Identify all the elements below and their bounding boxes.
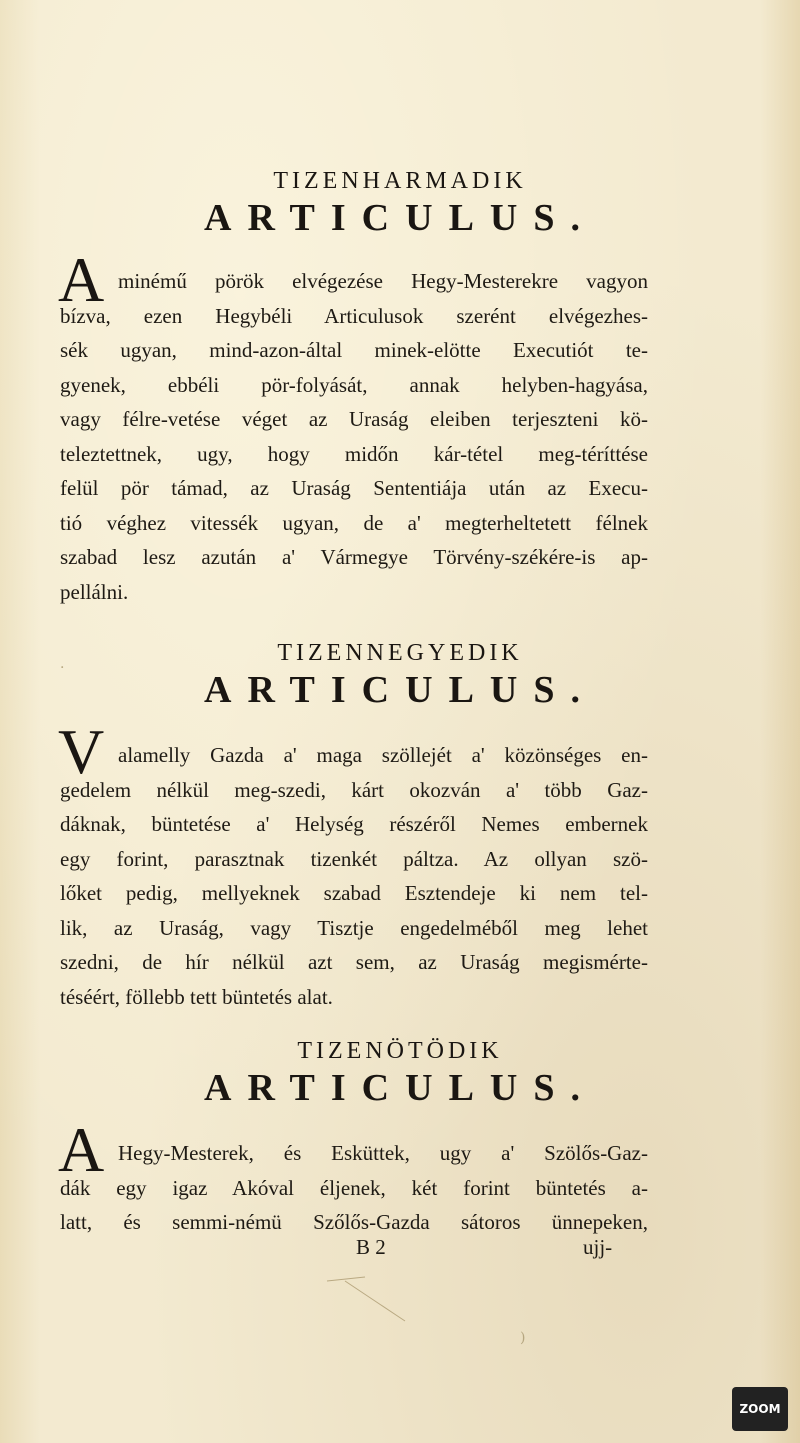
text-line: gedelem nélkül meg-szedi, kárt okozván a' több Gaz- [60,777,648,802]
paper-speck: · [60,660,65,676]
text-line: dáknak, büntetése a' Helység részéről Nemes embernek [60,812,648,836]
paper-crease-mark [325,1275,415,1325]
text-line: egy forint, parasztnak tizenkét páltza. Az ollyan szö- [60,846,648,871]
article-13-heading-large: ARTICULUS. [204,197,596,239]
article-14-heading-small: TIZENNEGYEDIK [277,640,523,666]
article-15-heading-large: ARTICULUS. [204,1067,596,1109]
article-15-paragraph [60,1136,648,1240]
text-line: felül pör támad, az Uraság Sententiája után az Execu- [60,476,648,500]
text-line: teleztettnek, ugy, hogy midőn kár-tétel meg-téríttése [60,441,648,466]
text-line: szedni, de hír nélkül azt sem, az Uraság megismérte- [60,950,648,974]
text-line: lik, az Uraság, vagy Tisztje engedelméből meg lehet [60,915,648,940]
catchword: ujj- [583,1235,613,1259]
zoom-logo[interactable] [732,1387,788,1431]
text-line: latt, és semmi-némü Szőlős-Gazda sátoros ünnepeken, [60,1210,648,1234]
zoom-logo-text: ZOOM [739,1402,781,1416]
text-line: Hegy-Mesterek, és Esküttek, ugy a' Szölős-Gaz- [118,1141,648,1165]
article-14-heading-large: ARTICULUS. [204,669,596,711]
text-line: tió véghez vitessék ugyan, de a' megterheltetett félnek [60,510,648,535]
article-15-dropcap: A [58,1114,105,1185]
text-line: dák egy igaz Akóval éljenek, két forint büntetés a- [60,1175,648,1200]
article-13-dropcap: A [58,244,105,315]
article-14-dropcap: V [58,716,105,787]
article-13-heading-small: TIZENHARMADIK [273,168,527,194]
text-line: vagy félre-vetése véget az Uraság eleiben terjeszteni kö- [60,407,648,431]
article-15-heading-small: TIZENÖTÖDIK [297,1038,503,1064]
text-line: alamelly Gazda a' maga szöllejét a' közönséges en- [118,743,648,767]
text-line: téséért, föllebb tett büntetés alat. [60,984,333,1009]
article-14-paragraph [60,738,648,1014]
paper-speck: ) [520,1330,526,1346]
text-line: bízva, ezen Hegybéli Articulusok szerént elvégezhes- [60,303,648,328]
article-13-paragraph [60,264,648,609]
text-line: lőket pedig, mellyeknek szabad Esztendeje ki nem tel- [60,881,648,905]
text-line: minémű pörök elvégezése Hegy-Mesterekre vagyon [118,269,648,293]
text-line: gyenek, ebbéli pör-folyását, annak helyben-hagyása, [60,372,648,397]
text-line: sék ugyan, mind-azon-által minek-elötte Executiót te- [60,338,648,362]
signature-mark: B 2 [356,1235,386,1259]
text-line: pellálni. [60,579,129,604]
text-line: szabad lesz azután a' Vármegye Törvény-székére-is ap- [60,545,648,569]
